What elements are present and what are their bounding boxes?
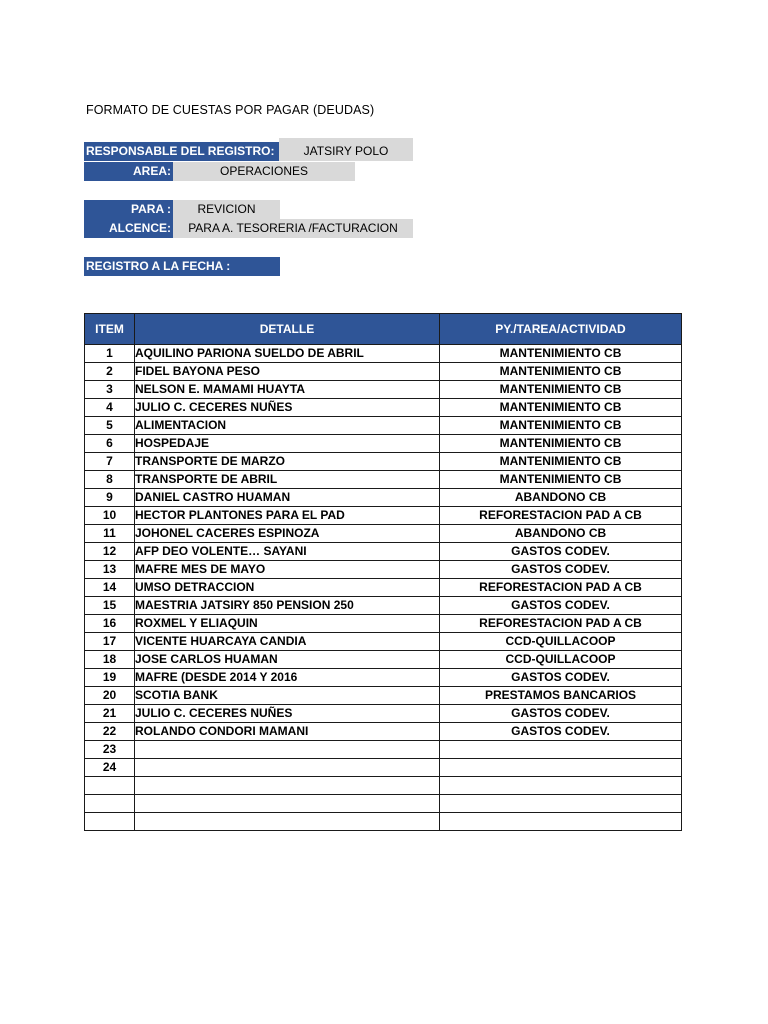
detalle-cell: AFP DEO VOLENTE… SAYANI (135, 543, 440, 561)
alcence-label: ALCENCE: (84, 219, 173, 238)
column-header-item: ITEM (85, 314, 135, 345)
area-label: AREA: (84, 162, 173, 181)
item-cell: 2 (85, 363, 135, 381)
item-cell: 24 (85, 759, 135, 777)
table-row (85, 507, 682, 525)
item-cell: 14 (85, 579, 135, 597)
item-cell: 13 (85, 561, 135, 579)
detalle-cell: ALIMENTACION (135, 417, 440, 435)
table-row (85, 579, 682, 597)
responsable-label: RESPONSABLE DEL REGISTRO: (84, 142, 279, 161)
detalle-cell (135, 813, 440, 831)
item-cell: 15 (85, 597, 135, 615)
table-row (85, 489, 682, 507)
alcence-value: PARA A. TESORERIA /FACTURACION (173, 219, 413, 238)
actividad-cell: MANTENIMIENTO CB (440, 471, 682, 489)
detalle-cell (135, 777, 440, 795)
detalle-cell: HOSPEDAJE (135, 435, 440, 453)
table-row (85, 777, 682, 795)
item-cell: 21 (85, 705, 135, 723)
detalle-cell (135, 759, 440, 777)
table-row (85, 561, 682, 579)
actividad-cell: GASTOS CODEV. (440, 561, 682, 579)
actividad-cell: GASTOS CODEV. (440, 543, 682, 561)
table-row (85, 651, 682, 669)
table-row (85, 471, 682, 489)
actividad-cell: CCD-QUILLACOOP (440, 633, 682, 651)
table-body (85, 345, 682, 831)
detalle-cell: HECTOR PLANTONES PARA EL PAD (135, 507, 440, 525)
item-cell: 9 (85, 489, 135, 507)
table-row (85, 669, 682, 687)
item-cell: 10 (85, 507, 135, 525)
detalle-cell: VICENTE HUARCAYA CANDIA (135, 633, 440, 651)
detalle-cell: NELSON E. MAMAMI HUAYTA (135, 381, 440, 399)
actividad-cell: MANTENIMIENTO CB (440, 399, 682, 417)
actividad-cell: MANTENIMIENTO CB (440, 363, 682, 381)
table-row (85, 435, 682, 453)
table-row (85, 399, 682, 417)
detalle-cell: JOSE CARLOS HUAMAN (135, 651, 440, 669)
detalle-cell (135, 741, 440, 759)
actividad-cell: GASTOS CODEV. (440, 705, 682, 723)
table-row (85, 633, 682, 651)
item-cell: 22 (85, 723, 135, 741)
actividad-cell (440, 741, 682, 759)
table-row (85, 543, 682, 561)
item-cell (85, 777, 135, 795)
item-cell: 19 (85, 669, 135, 687)
table-row (85, 525, 682, 543)
detalle-cell: AQUILINO PARIONA SUELDO DE ABRIL (135, 345, 440, 363)
actividad-cell: MANTENIMIENTO CB (440, 417, 682, 435)
detalle-cell: JULIO C. CECERES NUÑES (135, 705, 440, 723)
detalle-cell: JULIO C. CECERES NUÑES (135, 399, 440, 417)
table-row (85, 723, 682, 741)
item-cell: 6 (85, 435, 135, 453)
actividad-cell (440, 777, 682, 795)
table-row (85, 381, 682, 399)
table-row (85, 345, 682, 363)
table-row (85, 795, 682, 813)
table-row (85, 615, 682, 633)
actividad-cell: MANTENIMIENTO CB (440, 381, 682, 399)
table-row (85, 705, 682, 723)
actividad-cell (440, 759, 682, 777)
item-cell: 23 (85, 741, 135, 759)
table-row (85, 363, 682, 381)
actividad-cell: REFORESTACION PAD A CB (440, 579, 682, 597)
para-value: REVICION (173, 200, 280, 219)
table-row (85, 813, 682, 831)
detalle-cell: UMSO DETRACCION (135, 579, 440, 597)
detalle-cell: SCOTIA BANK (135, 687, 440, 705)
item-cell: 16 (85, 615, 135, 633)
item-cell: 4 (85, 399, 135, 417)
column-header-detalle: DETALLE (135, 314, 440, 345)
item-cell: 7 (85, 453, 135, 471)
item-cell: 20 (85, 687, 135, 705)
actividad-cell: MANTENIMIENTO CB (440, 345, 682, 363)
detalle-cell: DANIEL CASTRO HUAMAN (135, 489, 440, 507)
actividad-cell: MANTENIMIENTO CB (440, 453, 682, 471)
item-cell: 8 (85, 471, 135, 489)
item-cell (85, 813, 135, 831)
para-label: PARA : (84, 200, 173, 219)
table-row (85, 687, 682, 705)
detalle-cell: JOHONEL CACERES ESPINOZA (135, 525, 440, 543)
item-cell: 17 (85, 633, 135, 651)
responsable-value: JATSIRY POLO (279, 138, 413, 161)
registro-fecha-label: REGISTRO A LA FECHA : (84, 257, 280, 276)
item-cell: 5 (85, 417, 135, 435)
actividad-cell: ABANDONO CB (440, 489, 682, 507)
table-header-row (85, 314, 682, 345)
table-row (85, 597, 682, 615)
deudas-table (84, 313, 682, 831)
actividad-cell (440, 813, 682, 831)
detalle-cell: ROLANDO CONDORI MAMANI (135, 723, 440, 741)
column-header-actividad: PY./TAREA/ACTIVIDAD (440, 314, 682, 345)
actividad-cell: PRESTAMOS BANCARIOS (440, 687, 682, 705)
detalle-cell: FIDEL BAYONA PESO (135, 363, 440, 381)
actividad-cell (440, 795, 682, 813)
actividad-cell: GASTOS CODEV. (440, 669, 682, 687)
actividad-cell: GASTOS CODEV. (440, 723, 682, 741)
actividad-cell: REFORESTACION PAD A CB (440, 615, 682, 633)
item-cell: 11 (85, 525, 135, 543)
document-title: FORMATO DE CUESTAS POR PAGAR (DEUDAS) (86, 103, 375, 117)
detalle-cell: MAFRE MES DE MAYO (135, 561, 440, 579)
item-cell: 12 (85, 543, 135, 561)
detalle-cell: TRANSPORTE DE MARZO (135, 453, 440, 471)
actividad-cell: REFORESTACION PAD A CB (440, 507, 682, 525)
actividad-cell: MANTENIMIENTO CB (440, 435, 682, 453)
item-cell (85, 795, 135, 813)
actividad-cell: ABANDONO CB (440, 525, 682, 543)
table-row (85, 741, 682, 759)
item-cell: 18 (85, 651, 135, 669)
detalle-cell: MAESTRIA JATSIRY 850 PENSION 250 (135, 597, 440, 615)
detalle-cell (135, 795, 440, 813)
actividad-cell: CCD-QUILLACOOP (440, 651, 682, 669)
actividad-cell: GASTOS CODEV. (440, 597, 682, 615)
item-cell: 1 (85, 345, 135, 363)
table-row (85, 759, 682, 777)
table-row (85, 453, 682, 471)
item-cell: 3 (85, 381, 135, 399)
detalle-cell: ROXMEL Y ELIAQUIN (135, 615, 440, 633)
area-value: OPERACIONES (173, 162, 355, 181)
detalle-cell: TRANSPORTE DE ABRIL (135, 471, 440, 489)
table-row (85, 417, 682, 435)
detalle-cell: MAFRE (DESDE 2014 Y 2016 (135, 669, 440, 687)
